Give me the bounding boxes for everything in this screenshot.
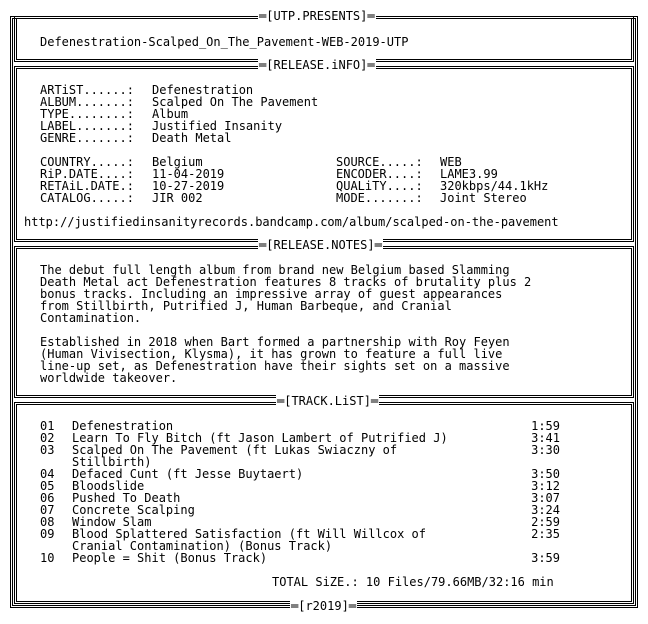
track-title: People = Shit (Bonus Track) bbox=[72, 551, 268, 565]
info-key: CATALOG.....: bbox=[40, 191, 134, 205]
track-time: 3:30 bbox=[531, 443, 560, 457]
notes-line: bonus tracks. Including an impressive array of guest appearances bbox=[40, 287, 503, 301]
total-size: TOTAL SiZE.: 10 Files/79.66MB/32:16 min bbox=[272, 575, 554, 589]
track-title: Blood Splattered Satisfaction (ft Will Willcox of bbox=[72, 527, 427, 541]
info-column-left bbox=[40, 156, 336, 204]
track-list bbox=[40, 420, 560, 564]
notes-line: worldwide takeover. bbox=[40, 371, 178, 385]
section-title-release-notes: ═[ RELEASE.NOTES ]═ bbox=[258, 239, 383, 251]
notes-line: Death Metal act Defenestration features 8 tracks of brutality plus 2 bbox=[40, 275, 532, 289]
track-title: Learn To Fly Bitch (ft Jason Lambert of Putrified J) bbox=[72, 431, 448, 445]
info-value: Joint Stereo bbox=[440, 191, 527, 205]
track-time: 3:50 bbox=[531, 467, 560, 481]
info-value: Defenestration bbox=[152, 83, 254, 97]
track-title: Defenestration bbox=[72, 419, 174, 433]
info-key: ENCODER....: bbox=[336, 167, 423, 181]
track-number: 06 bbox=[40, 491, 55, 505]
info-value: JIR 002 bbox=[152, 191, 203, 205]
info-row bbox=[40, 192, 336, 204]
info-key: RiP.DATE....: bbox=[40, 167, 134, 181]
info-key: LABEL.......: bbox=[40, 119, 134, 133]
track-number: 02 bbox=[40, 431, 55, 445]
track-time: 1:59 bbox=[531, 419, 560, 433]
track-time: 2:59 bbox=[531, 515, 560, 529]
info-value: LAME3.99 bbox=[440, 167, 498, 181]
track-time: 3:24 bbox=[531, 503, 560, 517]
info-column-right bbox=[336, 156, 632, 204]
info-key: GENRE.......: bbox=[40, 131, 134, 145]
info-value: 10-27-2019 bbox=[152, 179, 225, 193]
track-number: 08 bbox=[40, 515, 55, 529]
info-key: RETAiL.DATE.: bbox=[40, 179, 134, 193]
info-value: Album bbox=[152, 107, 189, 121]
section-title-track-list: ═[ TRACK.LiST ]═ bbox=[276, 395, 379, 407]
info-value: Justified Insanity bbox=[152, 119, 283, 133]
release-notes bbox=[40, 264, 610, 396]
notes-line: from Stillbirth, Putrified J, Human Barbeque, and Cranial bbox=[40, 299, 452, 313]
info-value: Scalped On The Pavement bbox=[152, 95, 319, 109]
track-number: 03 bbox=[40, 443, 55, 457]
info-value: WEB bbox=[440, 155, 462, 169]
info-columns bbox=[40, 156, 632, 204]
info-value: Death Metal bbox=[152, 131, 232, 145]
info-key: COUNTRY.....: bbox=[40, 155, 134, 169]
track-time: 2:35 bbox=[531, 527, 560, 541]
release-name: Defenestration-Scalped_On_The_Pavement-WEB-2019-UTP bbox=[40, 35, 409, 49]
notes-line: line-up set, as Defenestration have their sights set on a massive bbox=[40, 359, 510, 373]
track-title: Pushed To Death bbox=[72, 491, 181, 505]
section-title-release-info: ═[ RELEASE.iNFO ]═ bbox=[258, 59, 376, 71]
info-key: ALBUM.......: bbox=[40, 95, 134, 109]
track-title: Window Slam bbox=[72, 515, 152, 529]
track-title-continued: Cranial Contamination) (Bonus Track) bbox=[72, 539, 333, 553]
notes-line: (Human Vivisection, Klysma), it has grown to feature a full live bbox=[40, 347, 503, 361]
track-time: 3:41 bbox=[531, 431, 560, 445]
track-number: 07 bbox=[40, 503, 55, 517]
notes-paragraph bbox=[40, 336, 610, 384]
info-value: Belgium bbox=[152, 155, 203, 169]
info-value: 320kbps/44.1kHz bbox=[440, 179, 549, 193]
info-key: SOURCE.....: bbox=[336, 155, 423, 169]
track-title: Concrete Scalping bbox=[72, 503, 195, 517]
track-number: 05 bbox=[40, 479, 55, 493]
notes-paragraph bbox=[40, 264, 610, 324]
bandcamp-url: http://justifiedinsanityrecords.bandcamp.com/album/scalped-on-the-pavement bbox=[24, 215, 559, 229]
info-key: MODE.......: bbox=[336, 191, 423, 205]
info-key: ARTiST......: bbox=[40, 83, 134, 97]
track-title: Defaced Cunt (ft Jesse Buytaert) bbox=[72, 467, 304, 481]
info-key: TYPE........: bbox=[40, 107, 134, 121]
info-value: 11-04-2019 bbox=[152, 167, 225, 181]
notes-line: Established in 2018 when Bart formed a partnership with Roy Feyen bbox=[40, 335, 510, 349]
track-time: 3:12 bbox=[531, 479, 560, 493]
info-rows bbox=[40, 84, 318, 144]
info-key: QUALiTY....: bbox=[336, 179, 423, 193]
track-title-continued: Stillbirth) bbox=[72, 455, 152, 469]
track-time: 3:07 bbox=[531, 491, 560, 505]
section-title-utp: ═[ UTP.PRESENTS ]═ bbox=[258, 10, 376, 22]
info-row bbox=[40, 132, 318, 144]
track-number: 01 bbox=[40, 419, 55, 433]
track-title: Scalped On The Pavement (ft Lukas Swiaczny of bbox=[72, 443, 398, 457]
track-time: 3:59 bbox=[531, 551, 560, 565]
notes-line: Contamination. bbox=[40, 311, 142, 325]
notes-line: The debut full length album from brand new Belgium based Slamming bbox=[40, 263, 510, 277]
track-number: 04 bbox=[40, 467, 55, 481]
track-row bbox=[40, 552, 560, 564]
section-title-footer: ═[ r2019 ]═ bbox=[290, 600, 357, 612]
track-title: Bloodslide bbox=[72, 479, 145, 493]
info-row bbox=[336, 192, 632, 204]
track-number: 10 bbox=[40, 551, 55, 565]
track-number: 09 bbox=[40, 527, 55, 541]
